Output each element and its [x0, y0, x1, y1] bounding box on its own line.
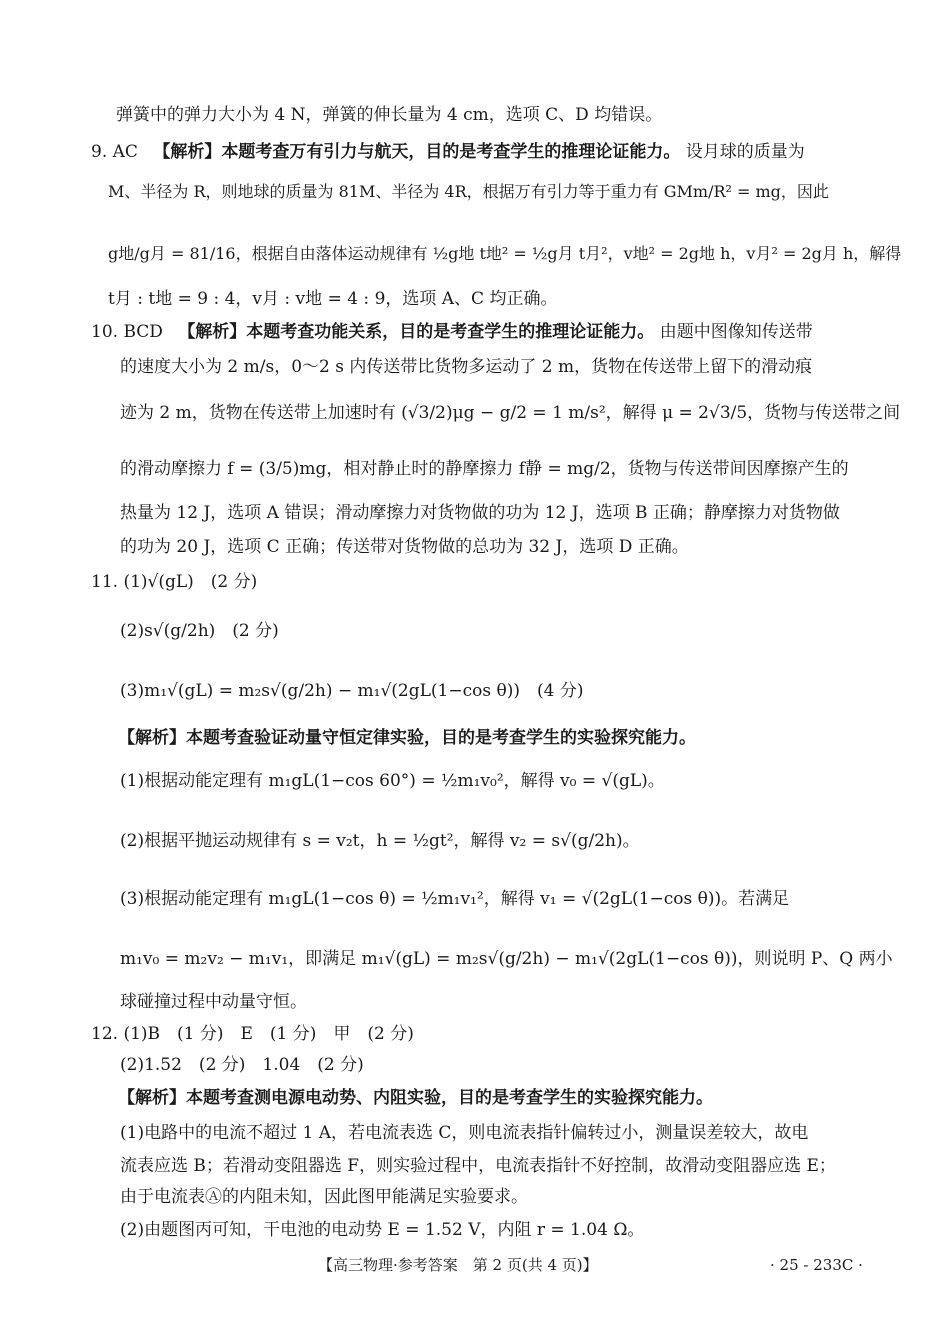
text-line: 流表应选 B；若滑动变阻器选 F，则实验过程中，电流表指针不好控制，故滑动变阻器应选 E； — [120, 1156, 836, 1176]
footer-code: · 25 - 233C · — [770, 1256, 863, 1274]
text-fragment: 由题中图像知传送带 — [659, 322, 813, 342]
text-line: 球碰撞过程中动量守恒。 — [120, 992, 307, 1012]
text-line: 由于电流表Ⓐ的内阻未知，因此图甲能满足实验要求。 — [120, 1187, 528, 1207]
q10-label: 10. BCD — [91, 322, 163, 342]
q9-label: 9. AC — [91, 142, 138, 162]
text-line: 热量为 12 J，选项 A 错误；滑动摩擦力对货物做的功为 12 J，选项 B 正确；静摩擦力对货物做 — [120, 503, 840, 523]
text-line: 的功为 20 J，选项 C 正确；传送带对货物做的总功为 32 J，选项 D 正确。 — [120, 537, 689, 557]
q11-answer-2: (2)s√(g/2h) (2 分) — [120, 621, 279, 641]
analysis-heading: 【解析】本题考查万有引力与航天，目的是考查学生的推理论证能力。 — [153, 142, 681, 162]
text-line: (2)根据平抛运动规律有 s = v₂t，h = ½gt²，解得 v₂ = s√(g/2h)。 — [120, 831, 640, 851]
q12-answer-1: 12. (1)B (1 分) E (1 分) 甲 (2 分) — [91, 1024, 414, 1044]
text-line: (1)根据动能定理有 m₁gL(1−cos 60°) = ½m₁v₀²，解得 v₀ = √(gL)。 — [120, 771, 665, 791]
analysis-heading: 【解析】本题考查验证动量守恒定律实验，目的是考查学生的实验探究能力。 — [118, 728, 696, 748]
text-fragment: 设月球的质量为 — [685, 142, 805, 162]
question-number — [91, 321, 813, 343]
analysis-heading: 【解析】本题考查功能关系，目的是考查学生的推理论证能力。 — [178, 322, 655, 342]
footer-page-info: 【高三物理·参考答案 第 2 页(共 4 页)】 — [318, 1256, 598, 1274]
text-line: (3)根据动能定理有 m₁gL(1−cos θ) = ½m₁v₁²，解得 v₁ = √(2gL(1−cos θ))。若满足 — [120, 889, 790, 909]
text-line: 的滑动摩擦力 f = (3/5)mg，相对静止时的静摩擦力 f静 = mg/2，货物与传送带间因摩擦产生的 — [120, 459, 849, 479]
text-line: 迹为 2 m，货物在传送带上加速时有 (√3/2)μg − g/2 = 1 m/s²，解得 μ = 2√3/5，货物与传送带之间 — [120, 403, 901, 423]
text-line: g地/g月 = 81/16，根据自由落体运动规律有 ½g地 t地² = ½g月 t月²，v地² = 2g地 h，v月² = 2g月 h，解得 — [108, 244, 902, 263]
text-line: m₁v₀ = m₂v₂ − m₁v₁，即满足 m₁√(gL) = m₂s√(g/2h) − m₁√(2gL(1−cos θ))，则说明 P、Q 两小 — [120, 949, 893, 969]
text-line: M、半径为 R，则地球的质量为 81M、半径为 4R，根据万有引力等于重力有 GMm/R² = mg，因此 — [108, 182, 829, 201]
q11-answer-3: (3)m₁√(gL) = m₂s√(g/2h) − m₁√(2gL(1−cos θ)) (4 分) — [120, 681, 584, 701]
q11-answer-1: 11. (1)√(gL) (2 分) — [91, 572, 258, 592]
text-line: (1)电路中的电流不超过 1 A，若电流表选 C，则电流表指针偏转过小，测量误差较大，故电 — [120, 1123, 809, 1143]
q12-answer-2: (2)1.52 (2 分) 1.04 (2 分) — [120, 1055, 364, 1075]
text-line: 弹簧中的弹力大小为 4 N，弹簧的伸长量为 4 cm，选项 C、D 均错误。 — [116, 105, 663, 125]
text-line: t月 : t地 = 9 : 4，v月 : v地 = 4 : 9，选项 A、C 均正确。 — [108, 289, 558, 309]
text-line: (2)由题图丙可知，干电池的电动势 E = 1.52 V，内阻 r = 1.04 Ω。 — [120, 1220, 645, 1240]
analysis-heading: 【解析】本题考查测电源电动势、内阻实验，目的是考查学生的实验探究能力。 — [118, 1088, 713, 1108]
text-line: 的速度大小为 2 m/s，0～2 s 内传送带比货物多运动了 2 m，货物在传送带上留下的滑动痕 — [120, 357, 813, 377]
question-number — [91, 141, 805, 163]
